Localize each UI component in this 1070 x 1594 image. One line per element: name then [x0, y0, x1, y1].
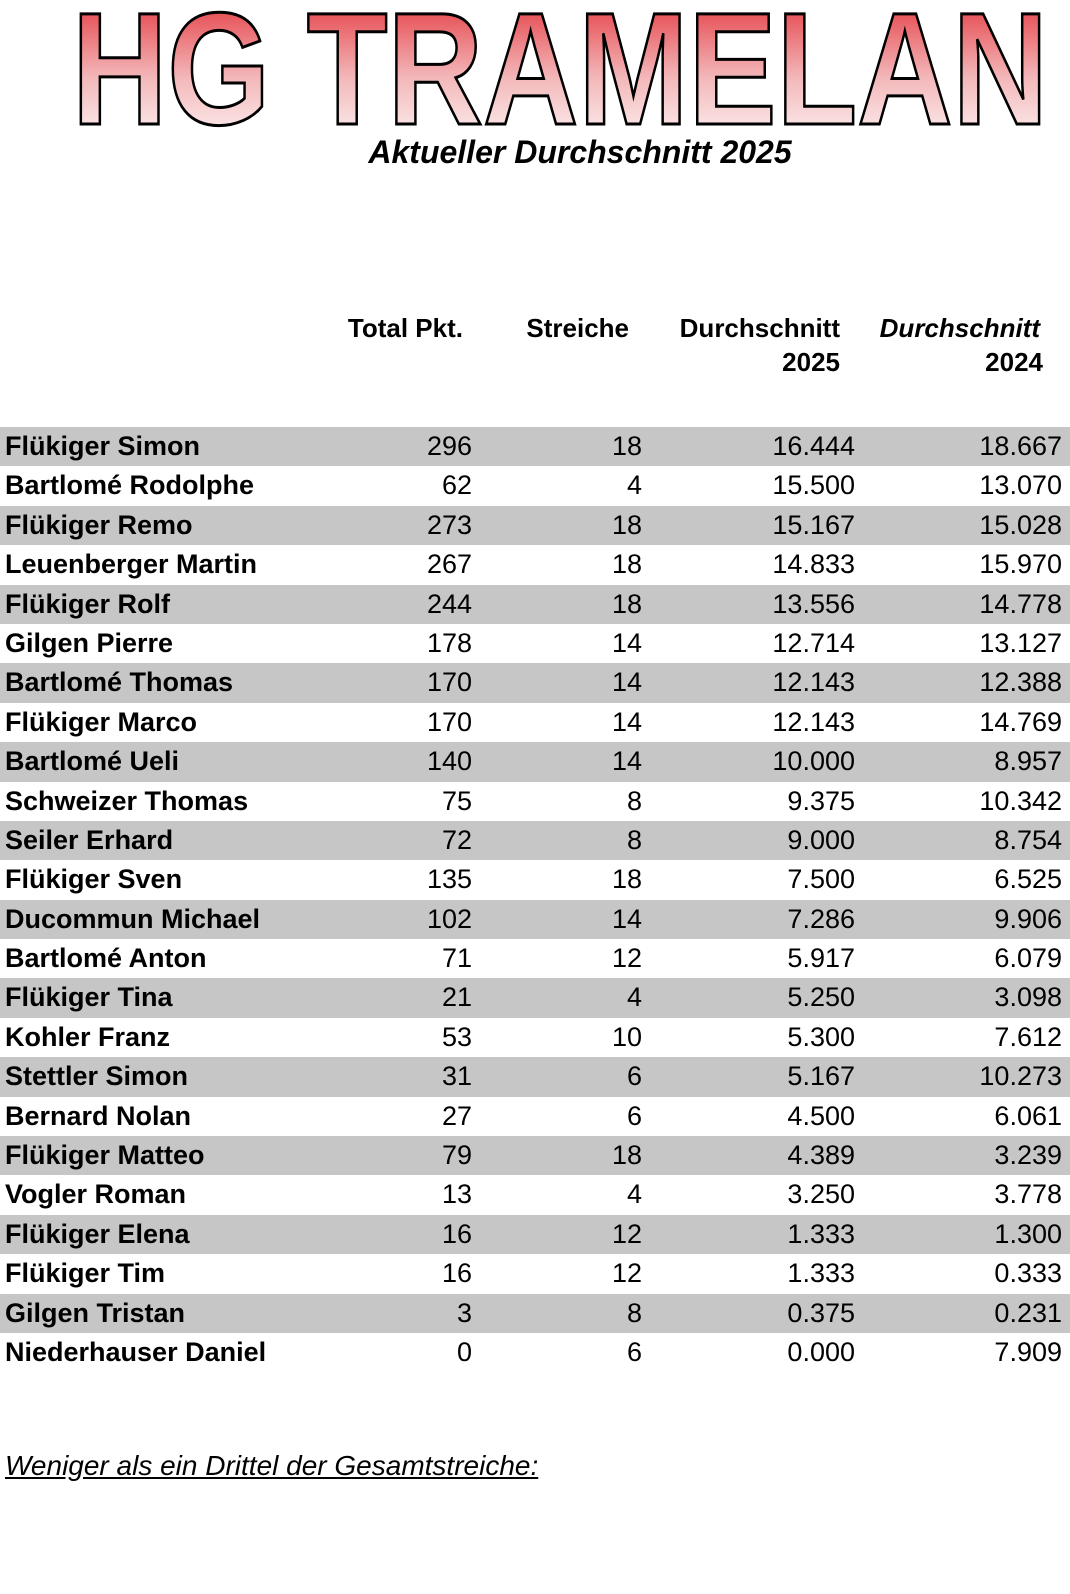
table-row: [0, 1097, 1070, 1136]
player-name: Flükiger Tim: [5, 1258, 166, 1289]
streiche-count: 18: [611, 588, 642, 619]
table-row: [0, 1175, 1070, 1214]
average-2025: 5.167: [787, 1061, 855, 1092]
table-row: [0, 466, 1070, 505]
average-2025: 10.000: [772, 746, 855, 777]
total-points: 273: [426, 509, 472, 540]
average-2024: 3.239: [994, 1140, 1062, 1171]
streiche-count: 18: [611, 1140, 642, 1171]
streiche-count: 14: [611, 627, 642, 658]
table-row: [0, 742, 1070, 781]
streiche-count: 6: [626, 1336, 642, 1367]
average-2025: 13.556: [772, 588, 855, 619]
average-2024: 3.778: [994, 1179, 1062, 1210]
average-2025: 9.375: [787, 785, 855, 816]
total-points: 296: [426, 431, 472, 461]
streiche-count: 12: [611, 943, 642, 974]
table-row: [0, 821, 1070, 860]
table-row: [0, 1294, 1070, 1333]
total-points: 178: [426, 627, 472, 658]
average-2024: 15.970: [979, 549, 1062, 580]
streiche-count: 14: [611, 903, 642, 934]
player-name: Flükiger Simon: [5, 431, 201, 461]
average-2024: 13.070: [979, 470, 1062, 501]
average-2024: 18.667: [979, 431, 1062, 461]
streiche-count: 18: [611, 431, 642, 461]
player-name: Bernard Nolan: [5, 1100, 192, 1131]
player-name: Bartlomé Anton: [5, 943, 207, 974]
player-name: Bartlomé Ueli: [5, 746, 180, 777]
player-name: Flükiger Rolf: [5, 588, 171, 619]
total-points: 75: [441, 785, 472, 816]
streiche-count: 8: [626, 785, 642, 816]
total-points: 53: [441, 1021, 472, 1052]
average-2025: 14.833: [772, 549, 855, 580]
streiche-count: 8: [626, 1297, 642, 1328]
total-points: 244: [426, 588, 472, 619]
streiche-count: 4: [626, 470, 642, 501]
header-avg2025-line1: Durchschnitt: [679, 313, 840, 343]
streiche-count: 12: [611, 1258, 642, 1289]
total-points: 16: [441, 1218, 472, 1249]
average-2024: 10.273: [979, 1061, 1062, 1092]
average-2025: 12.143: [772, 667, 855, 698]
table-row: [0, 978, 1070, 1017]
streiche-count: 6: [626, 1100, 642, 1131]
total-points: 21: [441, 982, 472, 1013]
total-points: 267: [426, 549, 472, 580]
average-2024: 6.079: [994, 943, 1062, 974]
average-2025: 5.917: [787, 943, 855, 974]
total-points: 140: [426, 746, 472, 777]
player-name: Gilgen Pierre: [5, 627, 174, 658]
total-points: 31: [441, 1061, 472, 1092]
streiche-count: 18: [611, 549, 642, 580]
total-points: 102: [426, 903, 472, 934]
average-2025: 4.389: [787, 1140, 855, 1171]
average-2024: 8.754: [994, 824, 1062, 855]
table-row: [0, 545, 1070, 584]
header-total: Total Pkt.: [347, 313, 463, 343]
total-points: 62: [441, 470, 472, 501]
player-name: Ducommun Michael: [5, 903, 261, 934]
player-name: Niederhauser Daniel: [5, 1336, 267, 1367]
player-name: Bartlomé Rodolphe: [5, 470, 255, 501]
player-name: Vogler Roman: [5, 1179, 187, 1210]
table-row: [0, 703, 1070, 742]
average-2024: 0.333: [994, 1258, 1062, 1289]
average-2025: 12.714: [772, 627, 855, 658]
club-logo: [62, 2, 1058, 132]
table-row: [0, 506, 1070, 545]
table-row: [0, 1215, 1070, 1254]
table-row: [0, 1018, 1070, 1057]
total-points: 72: [441, 824, 472, 855]
player-name: Flükiger Marco: [5, 706, 198, 737]
table-row: [0, 585, 1070, 624]
streiche-count: 14: [611, 706, 642, 737]
table-row: [0, 1333, 1070, 1372]
header-streiche: Streiche: [526, 313, 629, 343]
average-2024: 13.127: [979, 627, 1062, 658]
average-2025: 16.444: [772, 431, 855, 461]
streiche-count: 12: [611, 1218, 642, 1249]
total-points: 71: [441, 943, 472, 974]
table-row: [0, 782, 1070, 821]
streiche-count: 14: [611, 746, 642, 777]
average-2024: 1.300: [994, 1218, 1062, 1249]
footnote: Weniger als ein Drittel der Gesamtstreiche:: [5, 1450, 539, 1481]
player-name: Flükiger Tina: [5, 982, 173, 1013]
average-2025: 7.286: [787, 903, 855, 934]
table-row: [0, 1136, 1070, 1175]
total-points: 170: [426, 667, 472, 698]
average-2025: 3.250: [787, 1179, 855, 1210]
average-2025: 5.300: [787, 1021, 855, 1052]
player-name: Flükiger Elena: [5, 1218, 190, 1249]
player-name: Leuenberger Martin: [5, 549, 258, 580]
averages-table: [0, 427, 1070, 1372]
streiche-count: 10: [611, 1021, 642, 1052]
streiche-count: 8: [626, 824, 642, 855]
streiche-count: 4: [626, 1179, 642, 1210]
player-name: Gilgen Tristan: [5, 1297, 186, 1328]
average-2024: 12.388: [979, 667, 1062, 698]
average-2024: 7.612: [994, 1021, 1062, 1052]
streiche-count: 18: [611, 864, 642, 895]
streiche-count: 14: [611, 667, 642, 698]
total-points: 135: [426, 864, 472, 895]
total-points: 79: [441, 1140, 472, 1171]
logo-text: HG TRAMELAN: [72, 2, 1048, 132]
table-row: [0, 900, 1070, 939]
table-row: [0, 1254, 1070, 1293]
table-row: [0, 860, 1070, 899]
average-2024: 6.525: [994, 864, 1062, 895]
streiche-count: 6: [626, 1061, 642, 1092]
header-avg2025-line2: 2025: [782, 347, 840, 377]
total-points: 16: [441, 1258, 472, 1289]
average-2025: 4.500: [787, 1100, 855, 1131]
table-row: [0, 624, 1070, 663]
total-points: 3: [456, 1297, 472, 1328]
header-avg2024-line1: Durchschnitt: [879, 313, 1040, 343]
average-2024: 14.769: [979, 706, 1062, 737]
average-2025: 0.375: [787, 1297, 855, 1328]
player-name: Kohler Franz: [5, 1021, 171, 1052]
player-name: Flükiger Sven: [5, 864, 183, 895]
total-points: 170: [426, 706, 472, 737]
player-name: Stettler Simon: [5, 1061, 189, 1092]
player-name: Flükiger Matteo: [5, 1140, 205, 1171]
player-name: Seiler Erhard: [5, 824, 174, 855]
player-name: Flükiger Remo: [5, 509, 193, 540]
total-points: 13: [441, 1179, 472, 1210]
average-2024: 15.028: [979, 509, 1062, 540]
average-2025: 12.143: [772, 706, 855, 737]
table-row: [0, 1057, 1070, 1096]
average-2025: 9.000: [787, 824, 855, 855]
player-name: Schweizer Thomas: [5, 785, 249, 816]
average-2024: 10.342: [979, 785, 1062, 816]
header-avg2024-line2: 2024: [985, 347, 1043, 377]
average-2024: 8.957: [994, 746, 1062, 777]
average-2025: 0.000: [787, 1336, 855, 1367]
average-2025: 1.333: [787, 1258, 855, 1289]
average-2024: 7.909: [994, 1336, 1062, 1367]
total-points: 27: [441, 1100, 472, 1131]
table-row: [0, 663, 1070, 702]
page-subtitle: Aktueller Durchschnitt 2025: [368, 134, 792, 170]
average-2025: 15.500: [772, 470, 855, 501]
average-2024: 3.098: [994, 982, 1062, 1013]
average-2025: 5.250: [787, 982, 855, 1013]
average-2025: 7.500: [787, 864, 855, 895]
average-2024: 6.061: [994, 1100, 1062, 1131]
average-2025: 1.333: [787, 1218, 855, 1249]
streiche-count: 18: [611, 509, 642, 540]
player-name: Bartlomé Thomas: [5, 667, 234, 698]
total-points: 0: [456, 1336, 472, 1367]
table-row: [0, 427, 1070, 466]
table-row: [0, 939, 1070, 978]
average-2024: 14.778: [979, 588, 1062, 619]
average-2024: 9.906: [994, 903, 1062, 934]
average-2025: 15.167: [772, 509, 855, 540]
streiche-count: 4: [626, 982, 642, 1013]
average-2024: 0.231: [994, 1297, 1062, 1328]
